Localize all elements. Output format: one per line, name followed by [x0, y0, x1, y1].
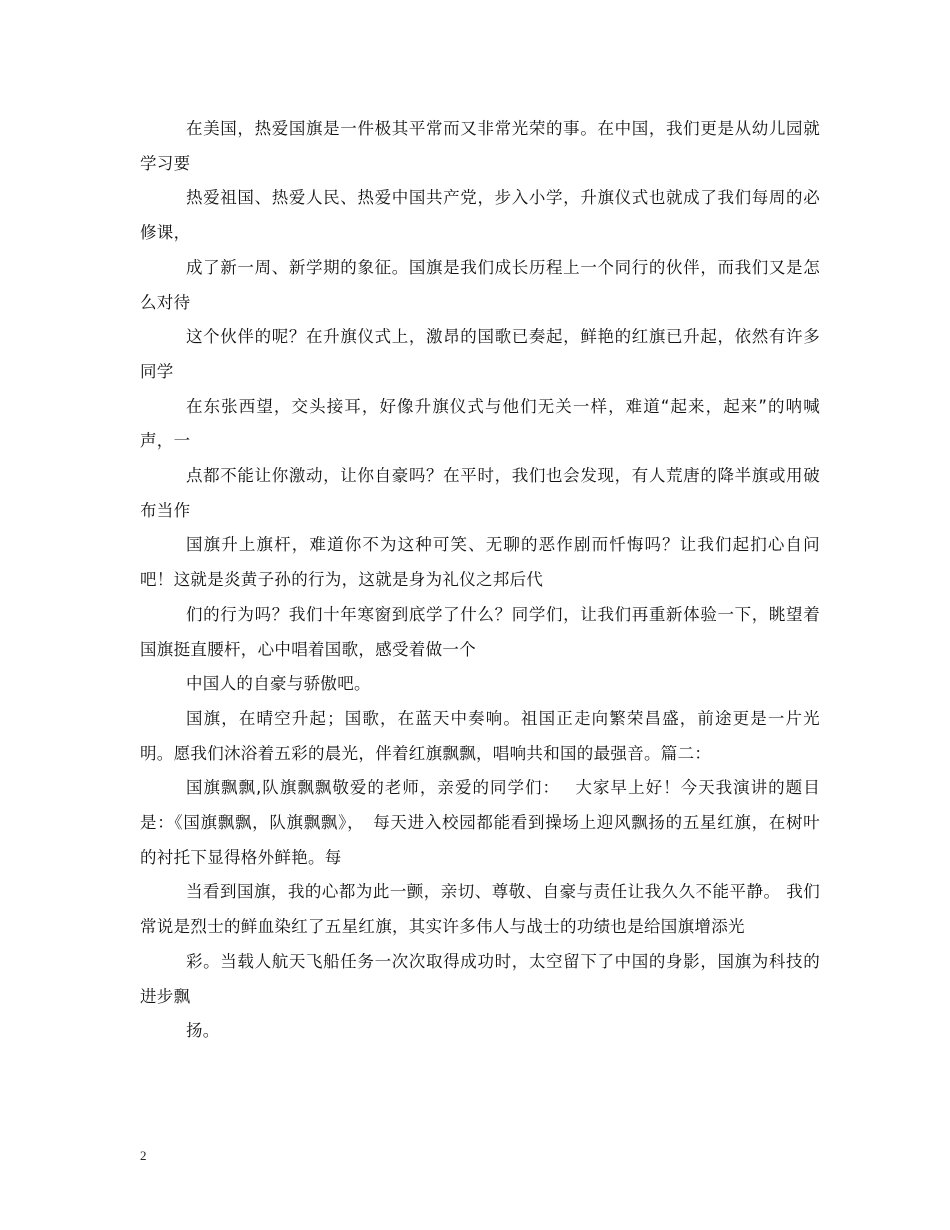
- paragraph-4: 这个伙伴的呢？在升旗仪式上，激昂的国歌已奏起，鲜艳的红旗已升起，依然有许多同学: [140, 327, 820, 381]
- paragraph-8: 们的行为吗？我们十年寒窗到底学了什么？同学们，让我们再重新体验一下，眺望着国旗挺直腰杆，心中唱着国歌，感受着做一个: [140, 604, 820, 659]
- paragraph-14: 扬。: [186, 1021, 220, 1041]
- paragraph-1: 在美国，热爱国旗是一件极其平常而又非常光荣的事。在中国，我们更是从幼儿园就学习要: [140, 119, 820, 173]
- paragraph-7: 国旗升上旗杆，难道你不为这种可笑、无聊的恶作剧而忏悔吗？让我们起扪心自问吧！这就是炎黄子孙的行为，这就是身为礼仪之邦后代: [140, 535, 820, 590]
- paragraph-12: 当看到国旗，我的心都为此一颤，亲切、尊敬、自豪与责任让我久久不能平静。 我们常说是烈士的鲜血染红了五星红旗，其实许多伟人与战士的功绩也是给国旗增添光: [140, 882, 820, 937]
- paragraph-2: 热爱祖国、热爱人民、热爱中国共产党，步入小学，升旗仪式也就成了我们每周的必修课，: [140, 188, 820, 243]
- page-number: 2: [140, 1148, 147, 1163]
- paragraph-9: 中国人的自豪与骄傲吧。: [186, 674, 371, 694]
- paragraph-3: 成了新一周、新学期的象征。国旗是我们成长历程上一个同行的伙伴，而我们又是怎么对待: [140, 257, 820, 312]
- paragraph-10: 国旗，在晴空升起；国歌，在蓝天中奏响。祖国正走向繁荣昌盛，前途更是一片光明。愿我们沐浴着五彩的晨光，伴着红旗飘飘，唱响共和国的最强音。篇二：: [140, 708, 820, 763]
- paragraph-6: 点都不能让你激动，让你自豪吗？在平时，我们也会发现，有人荒唐的降半旗或用破布当作: [140, 466, 820, 520]
- paragraph-11: 国旗飘飘,队旗飘飘敬爱的老师，亲爱的同学们： 大家早上好！今天我演讲的题目是：《国旗飘飘，队旗飘飘》， 每天进入校园都能看到操场上迎风飘扬的五星红旗，在树叶的衬托下显得格外鲜艳。每: [140, 778, 820, 867]
- paragraph-13: 彩。当载人航天飞船任务一次次取得成功时，太空留下了中国的身影，国旗为科技的进步飘: [140, 951, 820, 1006]
- paragraph-5: 在东张西望，交头接耳，好像升旗仪式与他们无关一样，难道“起来，起来”的呐喊声，一: [140, 396, 820, 451]
- document-body: [140, 112, 820, 1049]
